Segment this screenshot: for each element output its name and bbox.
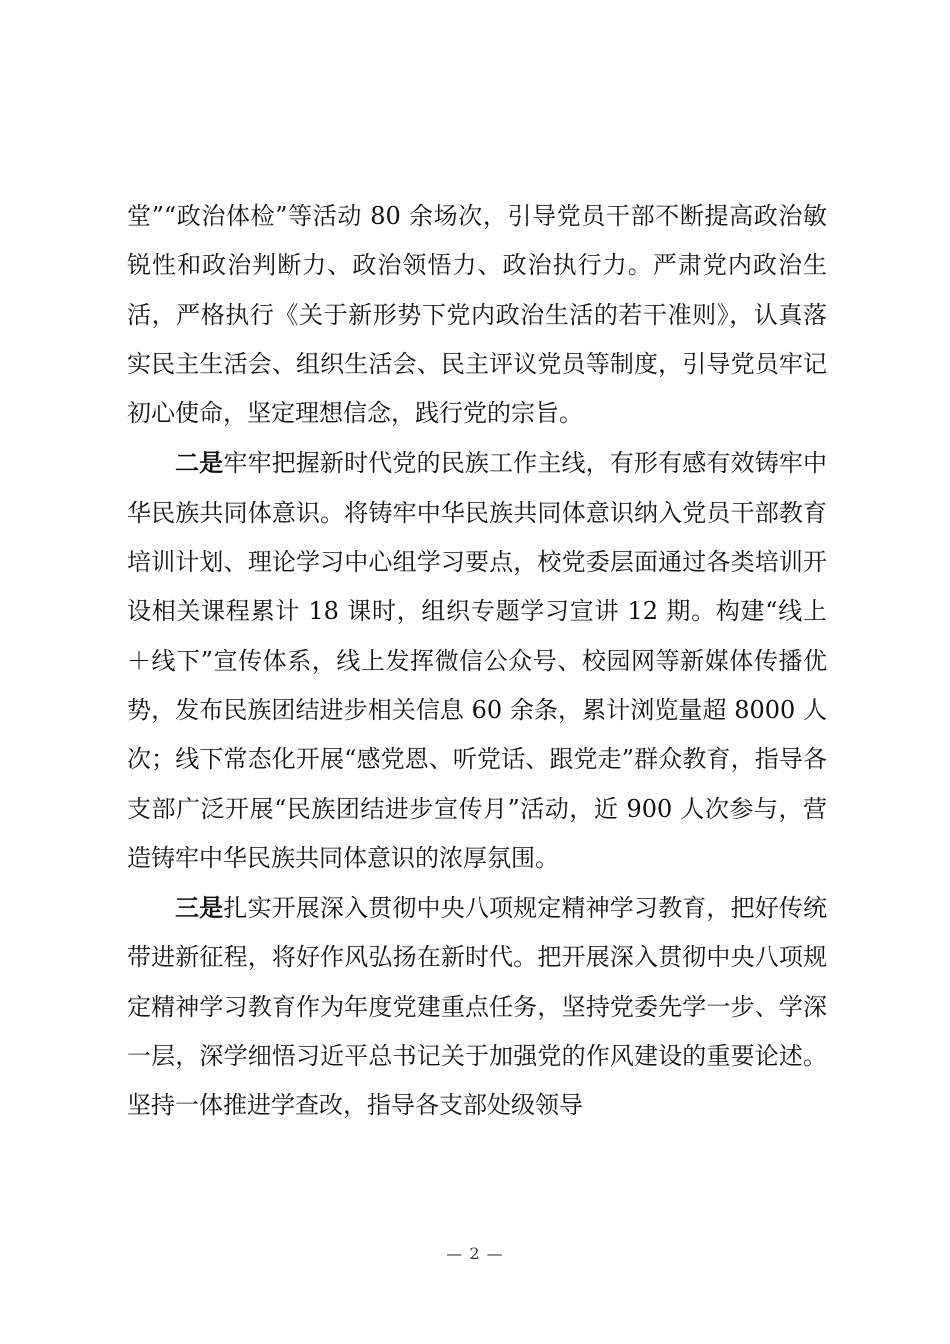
paragraph-2-lead: 二是 bbox=[175, 448, 224, 478]
paragraph-2 bbox=[127, 438, 827, 883]
paragraph-1-text: 堂”“政治体检”等活动 80 余场次，引导党员干部不断提高政治敏锐性和政治判断力、政治领悟力、政治执行力。严肃党内政治生活，严格执行《关于新形势下党内政治生活的若干准则》，认真落实民主生活会、组织生活会、民主评议党员等制度，引导党员牢记初心使命，坚定理想信念，践行党的宗旨。 bbox=[127, 202, 827, 428]
paragraph-3 bbox=[127, 883, 827, 1130]
paragraph-2-text: 牢牢把握新时代党的民族工作主线，有形有感有效铸牢中华民族共同体意识。将铸牢中华民族共同体意识纳入党员干部教育培训计划、理论学习中心组学习要点，校党委层面通过各类培训开设相关课程累计 18 课时，组织专题学习宣讲 12 期。构建“线上＋线下”宣传体系，线上发挥微信公众号、校园网等新媒体传播优势，发布民族团结进步相关信息 60 余条，累计浏览量超 8000 人次；线下常态化开展“感党恩、听党话、跟党走”群众教育，指导各支部广泛开展“民族团结进步宣传月”活动，近 900 人次参与，营造铸牢中华民族共同体意识的浓厚氛围。 bbox=[127, 449, 828, 872]
document-body bbox=[127, 192, 827, 1131]
paragraph-1 bbox=[127, 192, 827, 438]
paragraph-3-lead: 三是 bbox=[175, 893, 224, 923]
paragraph-3-text: 扎实开展深入贯彻中央八项规定精神学习教育，把好传统带进新征程，将好作风弘扬在新时代。把开展深入贯彻中央八项规定精神学习教育作为年度党建重点任务，坚持党委先学一步、学深一层，深学细悟习近平总书记关于加强党的作风建设的重要论述。坚持一体推进学查改，指导各支部处级领导 bbox=[127, 894, 828, 1120]
page-number: — 2 — bbox=[446, 1244, 504, 1263]
